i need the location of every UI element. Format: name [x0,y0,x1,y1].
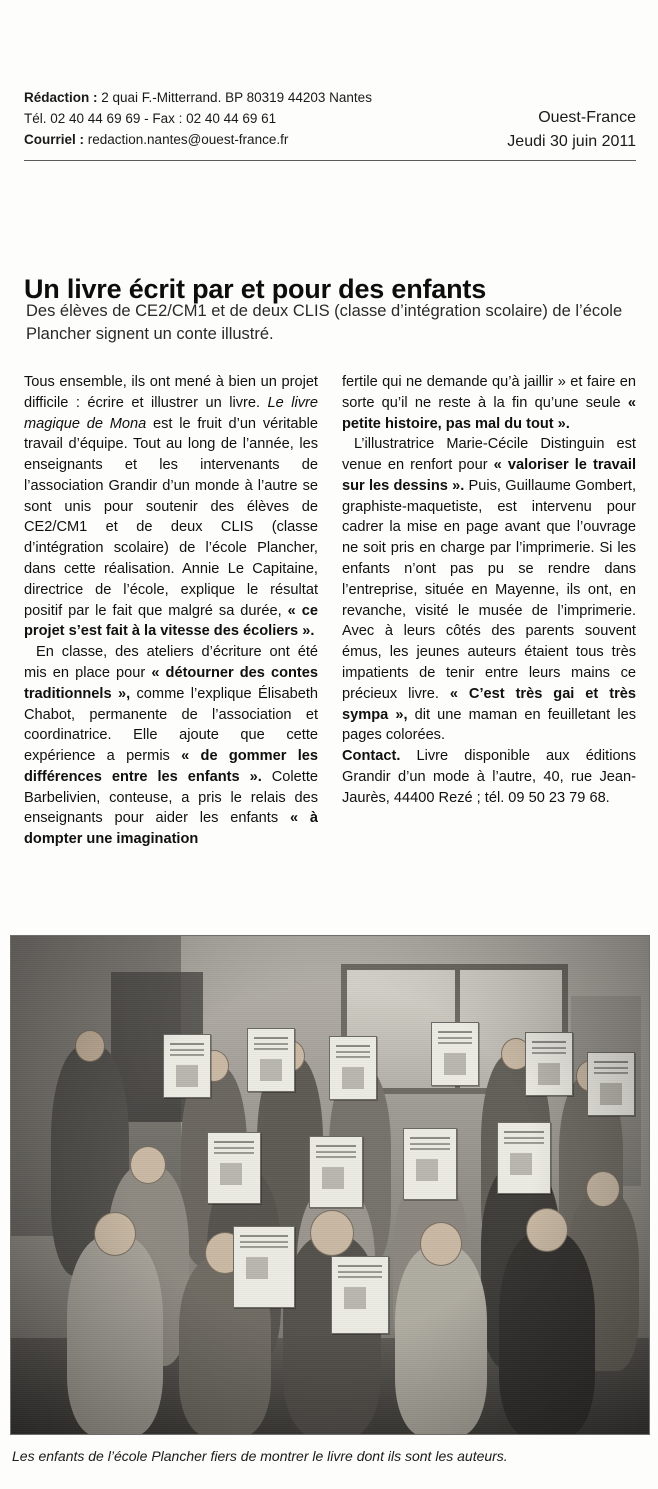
paragraph [24,642,318,850]
photo-book [233,1226,295,1308]
phone-line: Tél. 02 40 44 69 69 - Fax : 02 40 44 69 61 [24,110,277,126]
text-run: L’illustratrice Marie-Cécile Distinguin est venue en renfort pour [342,436,636,474]
quote-bold: « petite histoire, pas mal du tout ». [342,394,636,432]
photo-book [331,1256,389,1334]
book-title-italic: Le livre magique de Mona [24,394,318,432]
paragraph [342,372,636,434]
publication-name: Ouest-France [538,109,636,126]
photo-child-head [130,1146,166,1184]
contact-details: Livre disponible aux éditions Grandir d’un mode à l’autre, 40, rue Jean-Jaurès, 44400 Rezé ; tél. 09 50 23 79 68. [342,748,636,806]
masthead-contact-info [24,88,372,151]
photo-book [309,1136,363,1208]
text-run: fertile qui ne demande qu’à jaillir » et faire en sorte qu’il ne reste à la fin qu’une seule [342,374,636,411]
quote-bold: « ce projet s’est fait à la vitesse des écoliers ». [24,602,319,640]
email-line [24,130,372,151]
redaction-line [24,88,372,109]
text-run: En classe, des ateliers d’écriture ont été mis en place pour [24,644,318,681]
article-standfirst: Des élèves de CE2/CM1 et de deux CLIS (classe d’intégration scolaire) de l’école Plancher signent un conte illustré. [26,302,623,344]
photo-child-head [310,1210,354,1256]
photo-book [525,1032,573,1096]
courriel-label: Courriel : [24,131,85,147]
photo-child-head [586,1171,620,1207]
photo-caption: Les enfants de l’école Plancher fiers de montrer le livre dont ils sont les auteurs. [12,1448,508,1464]
photo-child-head [75,1030,105,1062]
masthead-publication-info [507,88,636,154]
article-column-2 [342,372,636,850]
article-column-1 [24,372,318,850]
quote-bold: « valoriser le travail sur les dessins ». [342,457,636,494]
contact-label: Contact. [342,748,401,765]
photo-child-head [526,1208,568,1252]
photo-child [67,1236,163,1435]
page-title: Un livre écrit par et pour des enfants [24,274,487,305]
photo-book [587,1052,635,1116]
paragraph [342,434,636,746]
contact-paragraph [342,746,636,808]
photo-child [395,1246,487,1435]
text-run: est le fruit d’un véritable travail d’équipe. Tout au long de l’année, les enseignants et les intervenants de l’association Grandir d’un monde à l’autre se sont unis pour soutenir des élèves de CE2/CM1 et de deux CLIS (classe d’intégration scolaire) de l’école Plancher, dans cette réalisation. Annie Le Capitaine, directrice de l’école, explique le résultat positif par le fait que malgré sa durée, [24,415,318,619]
article-body [24,372,636,850]
photo-book [403,1128,457,1200]
text-run: Tous ensemble, ils ont mené à bien un projet difficile : écrire et illustrer un livre. [24,374,318,411]
photo-book [207,1132,261,1204]
text-run: Colette Barbelivien, conteuse, a pris le relais des enseignants pour aider les enfants [24,768,319,827]
courriel-address: redaction.nantes@ouest-france.fr [84,131,289,147]
redaction-address: 2 quai F.-Mitterrand. BP 80319 44203 Nantes [97,90,372,105]
quote-bold: « détourner des contes traditionnels », [24,664,318,702]
photo-book [163,1034,211,1098]
masthead-divider [24,160,636,161]
redaction-label: Rédaction : [24,90,98,105]
photo-child [499,1232,595,1435]
quote-bold: « de gommer les différences entre les enfants ». [24,748,318,785]
publication-date: Jeudi 30 juin 2011 [507,133,636,150]
text-run: dit une maman en feuilletant les pages colorées. [342,706,636,744]
paragraph [24,372,318,642]
text-run: Puis, Guillaume Gombert, graphiste-maquetiste, est intervenu pour cadrer la mise en page avant que l’ouvrage ne soit pris en charge par l’imprimerie. Si les enfants n’ont pas pu se rendre dans l’entreprise, située en Mayenne, ils ont, en revanche, visité le musée de l’imprimerie. Avec à leurs côtés des parents souvent émus, les jeunes auteurs étaient tous très impatients de tenir entre leurs mains ce précieux livre. [342,477,637,702]
photo-book [247,1028,295,1092]
quote-bold: « C’est très gai et très sympa », [342,685,636,723]
text-run: comme l’explique Élisabeth Chabot, permanente de l’association et coordinatrice. Elle ajoute que cette expérience a permis [24,685,318,765]
article-photo [10,935,650,1435]
photo-child-head [94,1212,136,1256]
photo-book [497,1122,551,1194]
quote-bold: « à dompter une imagination [24,810,318,848]
photo-book [329,1036,377,1100]
photo-book [431,1022,479,1086]
masthead [24,88,636,154]
photo-child-head [420,1222,462,1266]
